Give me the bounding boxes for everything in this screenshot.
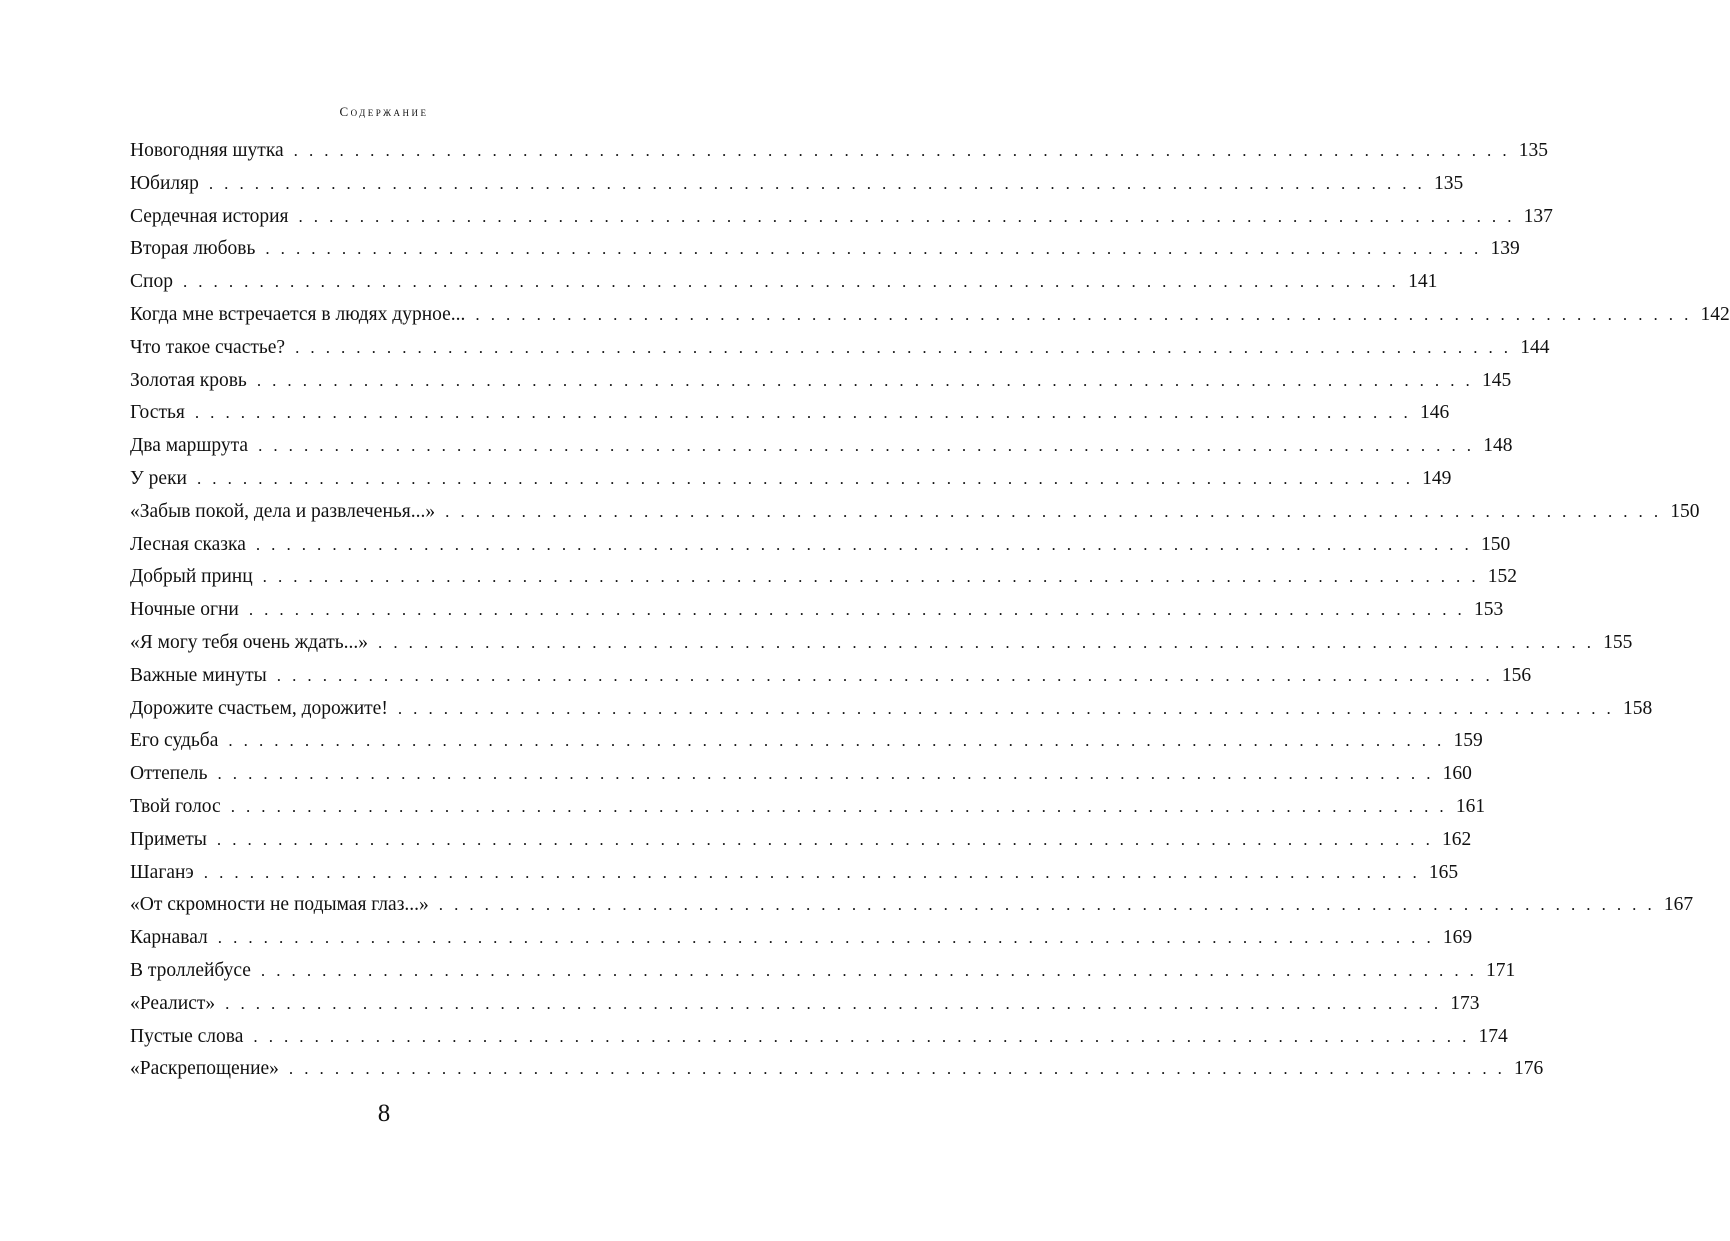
toc-entry-title: «Раскрепощение» [130, 1058, 279, 1080]
toc-entry [130, 1053, 1544, 1086]
toc-entry [130, 1021, 1508, 1054]
toc-entry-page: 159 [1453, 730, 1483, 752]
dot-leader: . . . . . . . . . . . . . . . . . . . . . . . . . . . . . . . . . . . . . . . . . . . . . . . . . . . . . . . . . . . . . . . . . . . . . . . . . . . . . . . . [276, 665, 1494, 685]
toc-entry-title: Ночные огни [130, 599, 239, 621]
dot-leader: . . . . . . . . . . . . . . . . . . . . . . . . . . . . . . . . . . . . . . . . . . . . . . . . . . . . . . . . . . . . . . . . . . . . . . . . . . . . . . . . [208, 173, 1426, 193]
toc-entry [130, 988, 1480, 1021]
dot-leader: . . . . . . . . . . . . . . . . . . . . . . . . . . . . . . . . . . . . . . . . . . . . . . . . . . . . . . . . . . . . . . . . . . . . . . . . . . . . . . . . [225, 993, 1442, 1013]
toc-entry [130, 168, 1464, 201]
dot-leader: . . . . . . . . . . . . . . . . . . . . . . . . . . . . . . . . . . . . . . . . . . . . . . . . . . . . . . . . . . . . . . . . . . . . . . . . . . . . . . . . [438, 895, 1656, 915]
dot-leader: . . . . . . . . . . . . . . . . . . . . . . . . . . . . . . . . . . . . . . . . . . . . . . . . . . . . . . . . . . . . . . . . . . . . . . . . . . . . . . . . [378, 632, 1595, 652]
toc-entry-title: Важные минуты [130, 664, 267, 686]
toc-entry-page: 156 [1501, 664, 1532, 686]
toc-entry-page: 160 [1442, 763, 1472, 785]
dot-leader: . . . . . . . . . . . . . . . . . . . . . . . . . . . . . . . . . . . . . . . . . . . . . . . . . . . . . . . . . . . . . . . . . . . . . . . . . . . . . . . . [255, 534, 1473, 554]
toc-entry-page: 169 [1442, 927, 1473, 949]
toc-entry-page: 165 [1428, 861, 1459, 883]
table-of-contents [130, 135, 1730, 1086]
dot-leader: . . . . . . . . . . . . . . . . . . . . . . . . . . . . . . . . . . . . . . . . . . . . . . . . . . . . . . . . . . . . . . . . . . . . . . . . . . . . . . . . [260, 960, 1478, 980]
dot-leader: . . . . . . . . . . . . . . . . . . . . . . . . . . . . . . . . . . . . . . . . . . . . . . . . . . . . . . . . . . . . . . . . . . . . . . . . . . . . . . . . [216, 829, 1434, 849]
toc-entry-title: Дорожите счастьем, дорожите! [130, 697, 388, 719]
toc-entry-title: «Забыв покой, дела и развлеченья...» [130, 500, 436, 522]
toc-entry-title: Что такое счастье? [130, 336, 286, 358]
toc-entry-title: Новогодняя шутка [130, 140, 284, 161]
toc-entry-page: 173 [1450, 992, 1480, 1014]
toc-entry [130, 922, 1473, 955]
dot-leader: . . . . . . . . . . . . . . . . . . . . . . . . . . . . . . . . . . . . . . . . . . . . . . . . . . . . . . . . . . . . . . . . . . . . . . . . . . . . . . . . [197, 468, 1414, 488]
toc-entry-title: Гостья [130, 402, 185, 424]
toc-entry-page: 152 [1487, 566, 1517, 588]
toc-entry-page: 158 [1622, 697, 1653, 719]
toc-entry-page: 167 [1663, 894, 1694, 916]
dot-leader: . . . . . . . . . . . . . . . . . . . . . . . . . . . . . . . . . . . . . . . . . . . . . . . . . . . . . . . . . . . . . . . . . . . . . . . . . . . . . . . . [253, 1026, 1470, 1046]
toc-entry-title: Карнавал [130, 927, 208, 949]
dot-leader: . . . . . . . . . . . . . . . . . . . . . . . . . . . . . . . . . . . . . . . . . . . . . . . . . . . . . . . . . . . . . . . . . . . . . . . . . . . . . . . . [397, 698, 1615, 718]
toc-entry-title: В троллейбусе [130, 959, 251, 981]
dot-leader: . . . . . . . . . . . . . . . . . . . . . . . . . . . . . . . . . . . . . . . . . . . . . . . . . . . . . . . . . . . . . . . . . . . . . . . . . . . . . . . . [256, 370, 1474, 390]
toc-entry [130, 529, 1511, 562]
toc-entry-title: Лесная сказка [130, 533, 246, 555]
toc-entry-title: Сердечная история [130, 205, 289, 227]
toc-entry-title: «Реалист» [130, 992, 216, 1014]
dot-leader: . . . . . . . . . . . . . . . . . . . . . . . . . . . . . . . . . . . . . . . . . . . . . . . . . . . . . . . . . . . . . . . . . . . . . . . . . . . . . . . . [194, 403, 1412, 423]
dot-leader: . . . . . . . . . . . . . . . . . . . . . . . . . . . . . . . . . . . . . . . . . . . . . . . . . . . . . . . . . . . . . . . . . . . . . . . . . . . . . . . . [293, 141, 1511, 160]
toc-entry-page: 155 [1603, 631, 1633, 653]
dot-leader: . . . . . . . . . . . . . . . . . . . . . . . . . . . . . . . . . . . . . . . . . . . . . . . . . . . . . . . . . . . . . . . . . . . . . . . . . . . . . . . . [230, 796, 1448, 816]
toc-entry [130, 889, 1694, 922]
toc-entry [130, 135, 1549, 168]
dot-leader: . . . . . . . . . . . . . . . . . . . . . . . . . . . . . . . . . . . . . . . . . . . . . . . . . . . . . . . . . . . . . . . . . . . . . . . . . . . . . . . . [217, 928, 1435, 948]
dot-leader: . . . . . . . . . . . . . . . . . . . . . . . . . . . . . . . . . . . . . . . . . . . . . . . . . . . . . . . . . . . . . . . . . . . . . . . . . . . . . . . . [265, 239, 1482, 259]
toc-entry-page: 150 [1480, 533, 1511, 555]
toc-entry-page: 149 [1422, 467, 1452, 489]
toc-entry-page: 161 [1455, 795, 1486, 817]
toc-entry [130, 561, 1517, 594]
toc-entry [130, 824, 1472, 857]
toc-entry-page: 141 [1408, 271, 1438, 293]
toc-entry-title: Добрый принц [130, 566, 253, 588]
dot-leader: . . . . . . . . . . . . . . . . . . . . . . . . . . . . . . . . . . . . . . . . . . . . . . . . . . . . . . . . . . . . . . . . . . . . . . . . . . . . . . . . [228, 731, 1445, 751]
toc-entry-title: Оттепель [130, 763, 208, 785]
dot-leader: . . . . . . . . . . . . . . . . . . . . . . . . . . . . . . . . . . . . . . . . . . . . . . . . . . . . . . . . . . . . . . . . . . . . . . . . . . . . . . . . [258, 436, 1475, 456]
toc-entry-page: 135 [1518, 140, 1549, 161]
toc-entry-title: Пустые слова [130, 1025, 244, 1047]
dot-leader: . . . . . . . . . . . . . . . . . . . . . . . . . . . . . . . . . . . . . . . . . . . . . . . . . . . . . . . . . . . . . . . . . . . . . . . . . . . . . . . . [288, 1059, 1506, 1079]
toc-entry [130, 496, 1700, 529]
toc-entry-title: Шаганэ [130, 861, 194, 883]
toc-entry [130, 627, 1633, 660]
toc-entry [130, 332, 1550, 365]
toc-entry-page: 171 [1486, 959, 1516, 981]
toc-entry [130, 266, 1438, 299]
toc-entry-page: 142 [1700, 303, 1730, 325]
toc-entry [130, 758, 1472, 791]
toc-entry [130, 299, 1730, 332]
dot-leader: . . . . . . . . . . . . . . . . . . . . . . . . . . . . . . . . . . . . . . . . . . . . . . . . . . . . . . . . . . . . . . . . . . . . . . . . . . . . . . . . [298, 206, 1515, 226]
toc-entry-title: Вторая любовь [130, 238, 256, 260]
dot-leader: . . . . . . . . . . . . . . . . . . . . . . . . . . . . . . . . . . . . . . . . . . . . . . . . . . . . . . . . . . . . . . . . . . . . . . . . . . . . . . . . [445, 501, 1662, 521]
toc-entry [130, 365, 1512, 398]
running-head: Содержание [339, 104, 429, 119]
toc-entry [130, 660, 1532, 693]
toc-entry-page: 146 [1419, 402, 1450, 424]
toc-entry-page: 174 [1478, 1025, 1508, 1047]
toc-entry-title: Юбиляр [130, 172, 199, 194]
dot-leader: . . . . . . . . . . . . . . . . . . . . . . . . . . . . . . . . . . . . . . . . . . . . . . . . . . . . . . . . . . . . . . . . . . . . . . . . . . . . . . . . [182, 272, 1400, 292]
toc-entry [130, 791, 1486, 824]
toc-entry-title: «Я могу тебя очень ждать...» [130, 631, 369, 653]
toc-entry-title: Твой голос [130, 795, 221, 817]
toc-entry-page: 153 [1473, 599, 1504, 621]
toc-entry [130, 693, 1653, 726]
toc-entry-title: Два маршрута [130, 435, 249, 457]
dot-leader: . . . . . . . . . . . . . . . . . . . . . . . . . . . . . . . . . . . . . . . . . . . . . . . . . . . . . . . . . . . . . . . . . . . . . . . . . . . . . . . . [203, 862, 1421, 882]
toc-entry-page: 137 [1523, 205, 1553, 227]
toc-entry [130, 397, 1450, 430]
toc-entry-page: 148 [1483, 435, 1513, 457]
dot-leader: . . . . . . . . . . . . . . . . . . . . . . . . . . . . . . . . . . . . . . . . . . . . . . . . . . . . . . . . . . . . . . . . . . . . . . . . . . . . . . . . [217, 764, 1434, 784]
toc-entry-title: У реки [130, 467, 187, 489]
page-number: 8 [377, 1100, 391, 1127]
toc-entry [130, 463, 1452, 496]
toc-entry-page: 145 [1481, 369, 1512, 391]
toc-entry [130, 955, 1516, 988]
toc-entry-page: 150 [1670, 500, 1700, 522]
dot-leader: . . . . . . . . . . . . . . . . . . . . . . . . . . . . . . . . . . . . . . . . . . . . . . . . . . . . . . . . . . . . . . . . . . . . . . . . . . . . . . . . [295, 337, 1512, 357]
dot-leader: . . . . . . . . . . . . . . . . . . . . . . . . . . . . . . . . . . . . . . . . . . . . . . . . . . . . . . . . . . . . . . . . . . . . . . . . . . . . . . . . [262, 567, 1479, 587]
toc-entry-title: Спор [130, 271, 173, 293]
toc-entry-page: 135 [1433, 172, 1464, 194]
dot-leader: . . . . . . . . . . . . . . . . . . . . . . . . . . . . . . . . . . . . . . . . . . . . . . . . . . . . . . . . . . . . . . . . . . . . . . . . . . . . . . . . [475, 304, 1692, 324]
toc-entry-page: 162 [1442, 828, 1472, 850]
dot-leader: . . . . . . . . . . . . . . . . . . . . . . . . . . . . . . . . . . . . . . . . . . . . . . . . . . . . . . . . . . . . . . . . . . . . . . . . . . . . . . . . [248, 600, 1466, 620]
toc-entry [130, 594, 1504, 627]
toc-entry-title: «От скромности не подымая глаз...» [130, 894, 429, 916]
toc-entry [130, 430, 1513, 463]
toc-entry [130, 233, 1520, 266]
toc-entry-title: Его судьба [130, 730, 219, 752]
toc-entry [130, 857, 1459, 890]
toc-entry-page: 139 [1490, 238, 1520, 260]
toc-entry [130, 725, 1483, 758]
toc-entry-title: Когда мне встречается в людях дурное... [130, 303, 466, 325]
toc-entry-page: 144 [1520, 336, 1550, 358]
toc-entry-title: Золотая кровь [130, 369, 247, 391]
toc-entry [130, 201, 1553, 234]
toc-entry-title: Приметы [130, 828, 207, 850]
toc-entry-page: 176 [1514, 1058, 1544, 1080]
